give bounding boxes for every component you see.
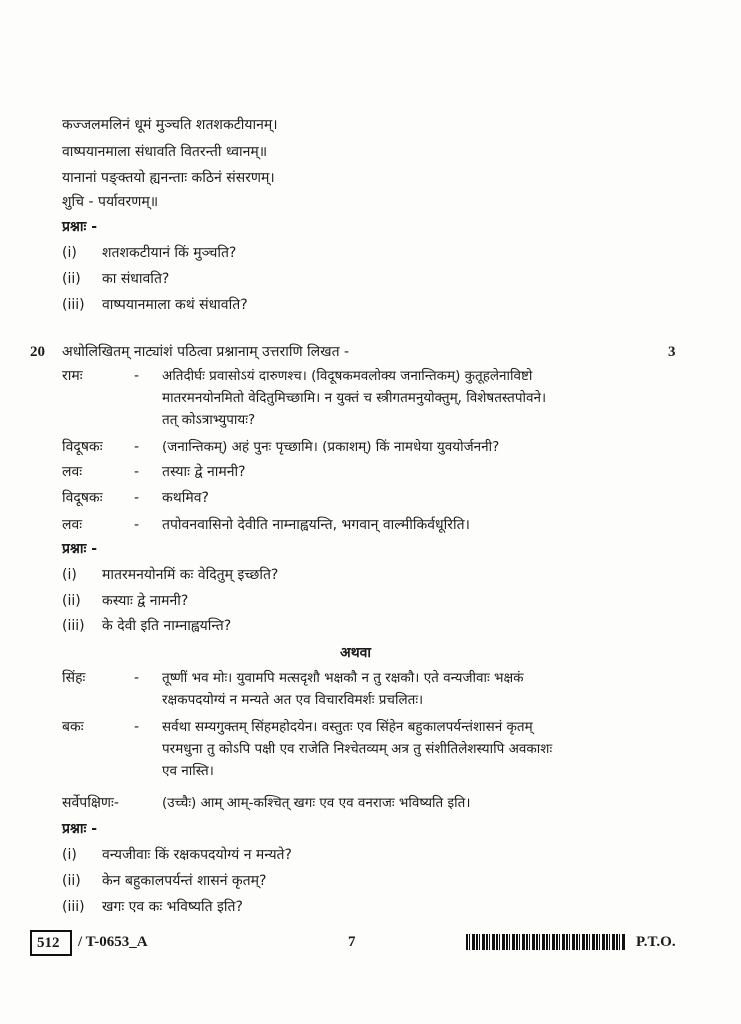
question-text: केन बहुकालपर्यन्तं शासनं कृतम्?	[102, 873, 267, 889]
question-text: के देवी इति नाम्नाह्वयन्ति?	[102, 618, 232, 634]
dialogue-line: मातरमनयोनमितो वेदितुमिच्छामि। न युक्तं च स्त्रीगतमनुयोक्तुम्, विशेषतस्तपोवने।	[162, 390, 547, 406]
page-code-box	[30, 930, 72, 956]
paper-code: / T-0653_A	[78, 934, 148, 950]
dash: -	[134, 490, 140, 506]
question-item	[62, 270, 462, 288]
question-number: (iii)	[62, 899, 85, 915]
question-text: वाष्पयानमाला कथं संधावति?	[102, 297, 248, 313]
dialogue-line: अतिदीर्घः प्रवासोऽयं दारुणश्च। (विदूषकमवलोक्य जनान्तिकम्) कुतूहलेनाविष्टो	[162, 368, 533, 384]
dialogue-line: तत् कोऽत्राभ्युपायः?	[162, 412, 256, 428]
question-number: (iii)	[62, 618, 85, 634]
barcode	[466, 934, 626, 950]
dialogue-line: रक्षकपदयोग्यं न मन्यते अत एव विचारविमर्शः प्रचलितः।	[162, 692, 424, 708]
speaker-label: सर्वेपक्षिणः-	[62, 795, 119, 811]
question-item	[62, 872, 462, 890]
question-text: वन्यजीवाः किं रक्षकपदयोग्यं न मन्यते?	[102, 847, 292, 863]
verse-line-2: वाष्पयानमाला संधावति वितरन्ती ध्वानम्॥	[62, 144, 268, 160]
question-item	[62, 846, 462, 864]
dash: -	[134, 439, 140, 455]
question-text: मातरमनयोनमिं कः वेदितुम् इच्छति?	[102, 567, 279, 583]
dialogue-line: एव नास्ति।	[162, 763, 214, 779]
question-number: (ii)	[62, 271, 81, 287]
dialogue-line: सर्वथा सम्यगुक्तम् सिंहमहोदयेन। वस्तुतः एव सिंहेन बहुकालपर्यन्तंशासनं कृतम्	[162, 719, 533, 735]
speaker-label: विदूषकः	[62, 439, 103, 455]
dialogue-line: कथमिव?	[162, 490, 209, 506]
question-number: (i)	[62, 847, 77, 863]
speaker-label: लवः	[62, 517, 83, 533]
question-text: का संधावति?	[102, 271, 170, 287]
dialogue-line: (उच्चैः) आम् आम्-कश्चित् खगः एव एव वनराजः भविष्यति इति।	[162, 795, 471, 811]
question-number: 20	[30, 344, 45, 360]
speaker-label: विदूषकः	[62, 490, 103, 506]
question-item	[62, 244, 462, 262]
question-text: खगः एव कः भविष्यति इति?	[102, 899, 243, 915]
verse-line-1: कज्जलमलिनं धूमं मुञ्चति शतशकटीयानम्।	[62, 117, 278, 133]
dialogue-line: परमधुना तु कोऽपि पक्षी एव राजेति निश्चेतव्यम् अत्र तु संशीतिलेशस्यापि अवकाशः	[162, 741, 553, 757]
dash: -	[134, 719, 140, 735]
dialogue-line: (जनान्तिकम्) अहं पुनः पृच्छामि। (प्रकाशम्) किं नामधेया युवयोर्जननी?	[162, 439, 500, 455]
question-marks: 3	[668, 344, 676, 360]
speaker-label: सिंहः	[62, 670, 86, 686]
question-item	[62, 566, 462, 584]
question-number: (ii)	[62, 873, 81, 889]
question-number: (iii)	[62, 297, 85, 313]
question-number: (ii)	[62, 593, 81, 609]
verse-line-4: शुचि - पर्यावरणम्॥	[62, 194, 159, 210]
speaker-label: लवः	[62, 464, 83, 480]
question-item	[62, 617, 462, 635]
athava-label: अथवा	[340, 645, 372, 661]
page-code-number: 512	[37, 935, 60, 951]
prashna-label: प्रश्नाः -	[62, 541, 98, 557]
question-text: शतशकटीयानं किं मुञ्चति?	[102, 245, 237, 261]
question-text: कस्याः द्वे नामनी?	[102, 593, 189, 609]
dash: -	[134, 464, 140, 480]
prashna-label: प्रश्नाः -	[62, 821, 98, 837]
question-number: (i)	[62, 567, 77, 583]
speaker-label: बकः	[62, 719, 84, 735]
question-item	[62, 592, 462, 610]
dialogue-line: तूष्णीं भव मोः। युवामपि मत्सदृशौ भक्षकौ न तु रक्षकौ। एते वन्यजीवाः भक्षकं	[162, 670, 524, 686]
question-number: (i)	[62, 245, 77, 261]
question-item	[62, 296, 462, 314]
prashna-label: प्रश्नाः -	[62, 219, 98, 235]
dash: -	[134, 670, 140, 686]
dash: -	[134, 517, 140, 533]
speaker-label: रामः	[62, 368, 83, 384]
page-number: 7	[348, 934, 356, 950]
pto-label: P.T.O.	[636, 934, 676, 950]
question-title: अधोलिखितम् नाट्यांशं पठित्वा प्रश्नानाम् उत्तराणि लिखत -	[62, 344, 350, 360]
verse-line-3: यानानां पङ्क्तयो ह्यनन्ताः कठिनं संसरणम्।	[62, 170, 275, 186]
dash: -	[134, 368, 140, 384]
dialogue-line: तपोवनवासिनो देवीति नाम्नाह्वयन्ति, भगवान् वाल्मीकिर्वधूरिति।	[162, 517, 470, 533]
question-item	[62, 898, 462, 916]
dialogue-line: तस्याः द्वे नामनी?	[162, 464, 246, 480]
